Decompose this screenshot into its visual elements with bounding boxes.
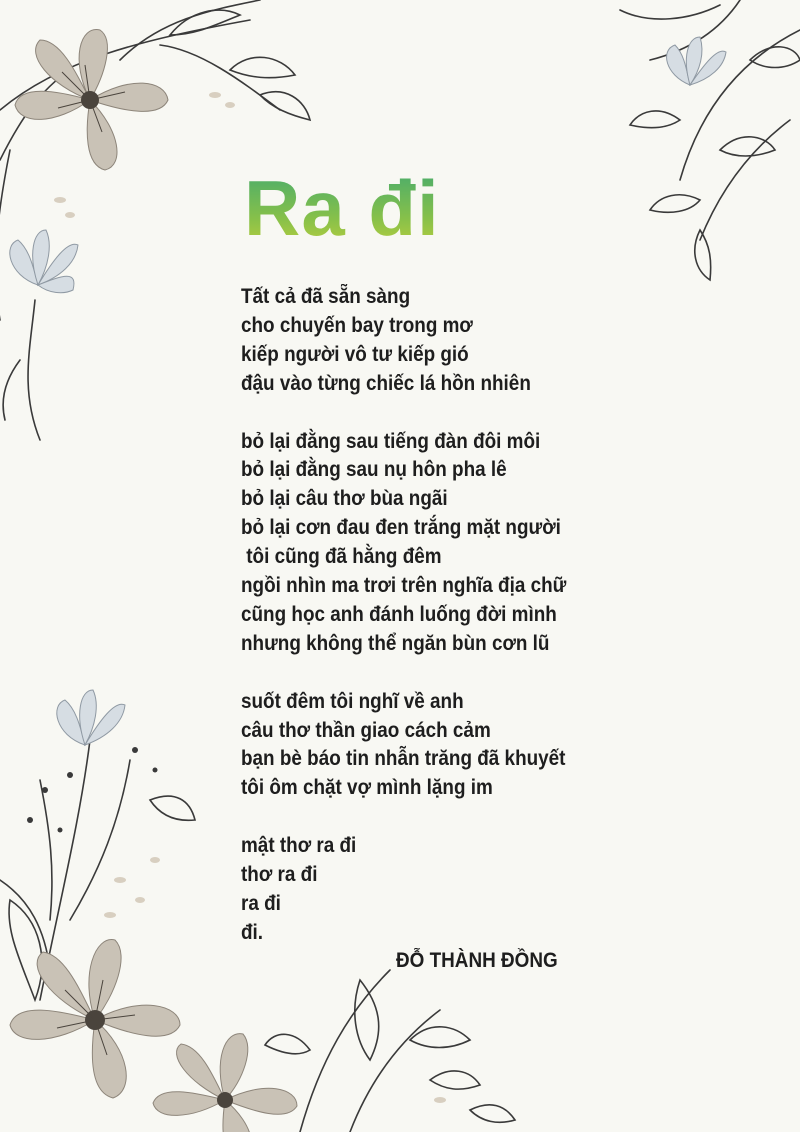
leaf-branch-icon bbox=[0, 20, 250, 110]
poem-line: nhưng không thể ngăn bùn cơn lũ bbox=[241, 631, 550, 655]
poem-line: cho chuyến bay trong mơ bbox=[241, 313, 473, 337]
poem-stanza-2 bbox=[241, 428, 566, 659]
poem-line: mật thơ ra đi bbox=[241, 834, 357, 858]
poem-line: ngồi nhìn ma trơi trên nghĩa địa chữ bbox=[241, 574, 567, 598]
poem-stanza-3 bbox=[241, 688, 566, 804]
poem-body bbox=[241, 283, 566, 977]
poem-stanza-4 bbox=[241, 832, 566, 948]
poem-author: ĐỖ THÀNH ĐỒNG bbox=[396, 949, 558, 972]
flower-icon bbox=[15, 30, 168, 170]
bud-icon bbox=[10, 230, 78, 293]
poem-line: bỏ lại đằng sau nụ hôn pha lê bbox=[241, 458, 507, 482]
poem-line: Tất cả đã sẵn sàng bbox=[241, 285, 411, 308]
flower-icon bbox=[153, 1034, 297, 1132]
poem-line: suốt đêm tôi nghĩ về anh bbox=[241, 689, 464, 713]
poem-line: ra đi bbox=[241, 891, 281, 915]
poem-line: kiếp người vô tư kiếp gió bbox=[241, 342, 469, 366]
leaf-branch-icon bbox=[680, 30, 800, 180]
poem-line: tôi cũng đã hằng đêm bbox=[241, 545, 442, 569]
leaf-branch-icon bbox=[40, 740, 90, 1000]
poem-line: bạn bè báo tin nhẫn trăng đã khuyết bbox=[241, 747, 566, 771]
poem-line: bỏ lại câu thơ bùa ngãi bbox=[241, 487, 448, 511]
poem-line: câu thơ thần giao cách cảm bbox=[241, 718, 491, 742]
poem-title: Ra đi bbox=[244, 158, 440, 258]
poem-line: thơ ra đi bbox=[241, 863, 318, 887]
bud-icon bbox=[57, 690, 125, 745]
flower-icon bbox=[10, 940, 180, 1098]
poem-line: đi. bbox=[241, 920, 264, 944]
poem-stanza-1 bbox=[241, 283, 566, 399]
poem-line: đậu vào từng chiếc lá hồn nhiên bbox=[241, 371, 531, 395]
bud-icon bbox=[667, 37, 726, 85]
poem-line: bỏ lại đằng sau tiếng đàn đôi môi bbox=[241, 429, 541, 453]
poem-line: bỏ lại cơn đau đen trắng mặt người bbox=[241, 516, 561, 540]
poem-line: cũng học anh đánh luống đời mình bbox=[241, 602, 557, 626]
poem-line: tôi ôm chặt vợ mình lặng im bbox=[241, 776, 493, 800]
leaf-branch-icon bbox=[300, 970, 390, 1132]
